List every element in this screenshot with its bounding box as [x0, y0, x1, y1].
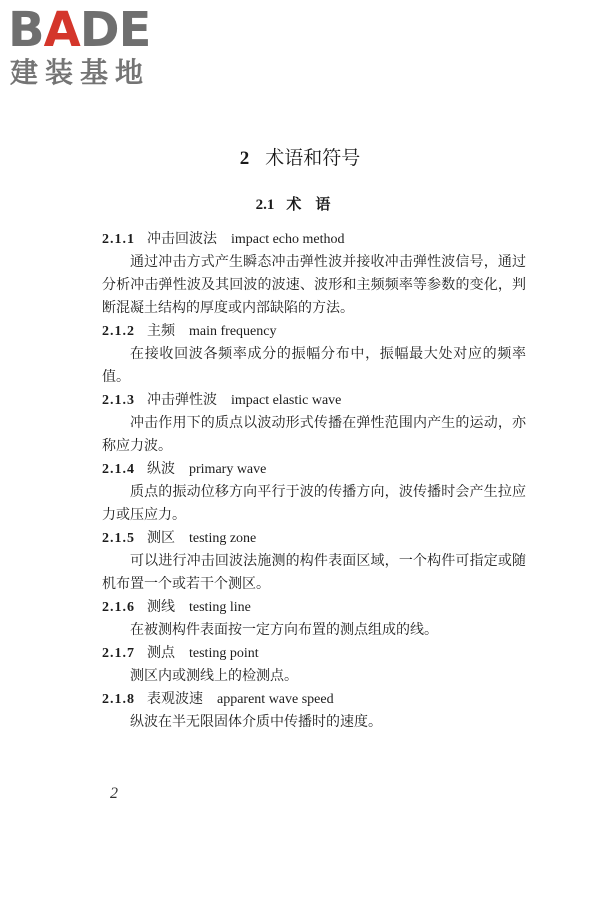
term-english: impact elastic wave: [231, 393, 342, 408]
term-definition: 在接收回波各频率成分的振幅分布中，振幅最大处对应的频率值。: [102, 346, 526, 385]
logo-accent-letter: A: [43, 2, 80, 58]
chapter-title: [0, 146, 600, 171]
term-english: main frequency: [189, 324, 277, 339]
term-chinese: 冲击弹性波: [147, 392, 217, 408]
term-header: [102, 228, 526, 251]
term-entry: [102, 389, 526, 458]
term-english: testing line: [189, 600, 251, 615]
term-header: [102, 320, 526, 343]
term-english: testing zone: [189, 531, 257, 546]
term-chinese: 测线: [147, 599, 175, 615]
chapter-heading: 术语和符号: [265, 147, 361, 169]
term-number: 2.1.7: [102, 646, 135, 661]
term-header: [102, 596, 526, 619]
bade-logo: [8, 2, 178, 96]
term-entry: [102, 688, 526, 734]
term-number: 2.1.2: [102, 324, 135, 339]
term-definition: 可以进行冲击回波法施测的构件表面区域，一个构件可指定或随机布置一个或若干个测区。: [102, 553, 526, 592]
section-heading: 术语: [286, 195, 345, 213]
term-header: [102, 642, 526, 665]
term-chinese: 测区: [147, 530, 175, 546]
term-header: [102, 389, 526, 412]
term-entry: [102, 458, 526, 527]
logo-subtitle: 建装基地: [10, 56, 151, 89]
term-definition: 通过冲击方式产生瞬态冲击弹性波并接收冲击弹性波信号，通过分析冲击弹性波及其回波的波速、波形和主频频率等参数的变化，判断混凝土结构的厚度或内部缺陷的方法。: [102, 254, 526, 316]
logo-wordmark: BADE: [8, 2, 151, 58]
term-definition: 冲击作用下的质点以波动形式传播在弹性范围内产生的运动，亦称应力波。: [102, 415, 526, 454]
term-header: [102, 458, 526, 481]
section-title: [0, 194, 600, 215]
term-number: 2.1.3: [102, 393, 135, 408]
term-chinese: 测点: [147, 645, 175, 661]
term-entry: [102, 642, 526, 688]
term-entry: [102, 596, 526, 642]
term-definition: 测区内或测线上的检测点。: [130, 668, 298, 684]
section-number: 2.1: [255, 197, 275, 213]
term-header: [102, 688, 526, 711]
terms-list: [102, 228, 526, 734]
term-chinese: 表观波速: [147, 691, 203, 707]
term-number: 2.1.6: [102, 600, 135, 615]
term-definition: 纵波在半无限固体介质中传播时的速度。: [130, 714, 382, 730]
page-number: 2: [110, 785, 118, 802]
term-number: 2.1.4: [102, 462, 135, 477]
term-entry: [102, 228, 526, 320]
term-number: 2.1.1: [102, 232, 135, 247]
term-chinese: 纵波: [147, 461, 175, 477]
term-english: testing point: [189, 646, 259, 661]
term-english: apparent wave speed: [217, 692, 334, 707]
term-number: 2.1.8: [102, 692, 135, 707]
term-chinese: 冲击回波法: [147, 231, 217, 247]
term-header: [102, 527, 526, 550]
term-chinese: 主频: [147, 323, 175, 339]
term-english: primary wave: [189, 462, 267, 477]
term-number: 2.1.5: [102, 531, 135, 546]
term-entry: [102, 320, 526, 389]
term-english: impact echo method: [231, 232, 345, 247]
term-definition: 在被测构件表面按一定方向布置的测点组成的线。: [130, 622, 438, 638]
term-entry: [102, 527, 526, 596]
term-definition: 质点的振动位移方向平行于波的传播方向，波传播时会产生拉应力或压应力。: [102, 484, 526, 523]
chapter-number: 2: [239, 148, 250, 169]
